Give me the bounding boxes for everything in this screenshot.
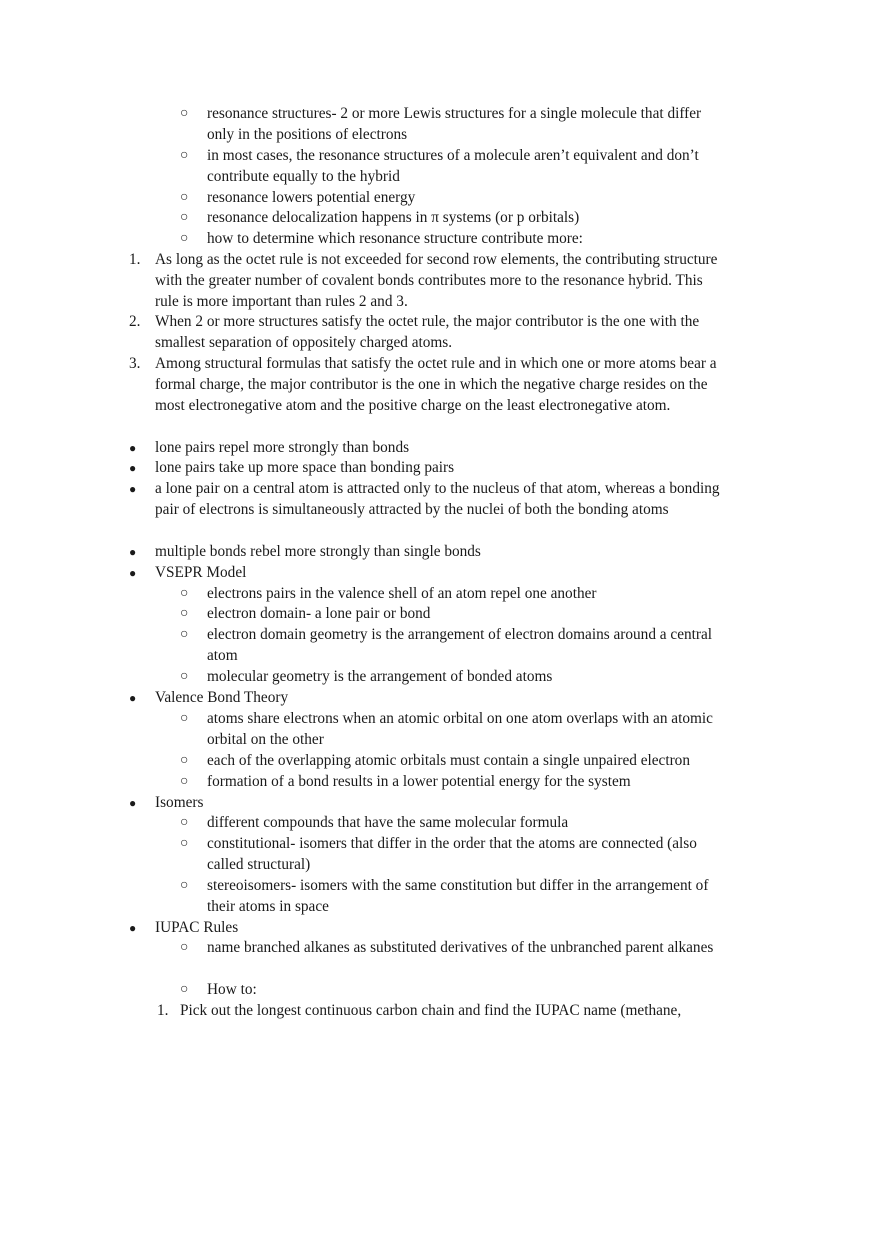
list-item-text: formation of a bond results in a lower potential energy for the system	[207, 773, 631, 790]
bullet-icon: ●	[129, 921, 137, 935]
list-item-text: Isomers	[155, 794, 204, 811]
bullet-icon: ●	[129, 441, 137, 455]
list-item-text: lone pairs take up more space than bonding pairs	[155, 459, 455, 476]
list-item-text: atoms share electrons when an atomic orbital on one atom overlaps with an atomic orbital on the other	[207, 710, 713, 748]
list-item-text: resonance lowers potential energy	[207, 189, 416, 206]
list-item-text: lone pairs repel more strongly than bonds	[155, 439, 410, 456]
list-item-text: How to:	[207, 981, 257, 998]
hollow-bullet-icon: ○	[180, 774, 189, 789]
hollow-bullet-icon: ○	[180, 836, 189, 851]
hollow-bullet-icon: ○	[180, 210, 189, 225]
hollow-bullet-icon: ○	[180, 711, 189, 726]
hollow-bullet-icon: ○	[180, 106, 189, 121]
list-item-text: As long as the octet rule is not exceeded for second row elements, the contributing structure with the greater number of covalent bonds contributes more to the resonance hybrid. This rule is more important than rules 2 and 3.	[155, 251, 718, 310]
list-item-text: stereoisomers- isomers with the same constitution but differ in the arrangement of their atoms in space	[207, 877, 709, 915]
list-item-text: a lone pair on a central atom is attracted only to the nucleus of that atom, whereas a bonding pair of electrons is simultaneously attracted by the nuclei of both the bonding atoms	[155, 480, 720, 518]
item-number: 2.	[129, 313, 141, 330]
bullet-icon: ●	[129, 566, 137, 580]
hollow-bullet-icon: ○	[180, 627, 189, 642]
bullet-icon: ●	[129, 691, 137, 705]
list-item-text: electron domain- a lone pair or bond	[207, 605, 431, 622]
list-item-text: electron domain geometry is the arrangement of electron domains around a central atom	[207, 626, 713, 664]
list-item-text: how to determine which resonance structure contribute more:	[207, 230, 583, 247]
item-number: 1.	[129, 251, 141, 268]
bullet-icon: ●	[129, 461, 137, 475]
list-item-text: Pick out the longest continuous carbon chain and find the IUPAC name (methane,	[180, 1002, 682, 1019]
list-item-text: each of the overlapping atomic orbitals must contain a single unpaired electron	[207, 752, 690, 769]
hollow-bullet-icon: ○	[180, 815, 189, 830]
list-item-text: When 2 or more structures satisfy the octet rule, the major contributor is the one with the smallest separation of oppositely charged atoms.	[155, 313, 700, 351]
list-item-text: Valence Bond Theory	[155, 689, 289, 706]
hollow-bullet-icon: ○	[180, 190, 189, 205]
item-number: 3.	[129, 355, 141, 372]
bullet-icon: ●	[129, 482, 137, 496]
list-item-text: resonance structures- 2 or more Lewis structures for a single molecule that differ only in the positions of electrons	[207, 105, 702, 143]
list-item-text: resonance delocalization happens in π systems (or p orbitals)	[207, 209, 580, 226]
hollow-bullet-icon: ○	[180, 753, 189, 768]
list-item-text: name branched alkanes as substituted derivatives of the unbranched parent alkanes	[207, 939, 714, 956]
list-item-text: in most cases, the resonance structures of a molecule aren’t equivalent and don’t contribute equally to the hybrid	[207, 147, 699, 185]
list-item-text: Among structural formulas that satisfy the octet rule and in which one or more atoms bear a formal charge, the major contributor is the one in which the negative charge resides on the most electronegative atom and the positive charge on the least electronegative atom.	[155, 355, 717, 414]
list-item-text: molecular geometry is the arrangement of bonded atoms	[207, 668, 553, 685]
hollow-bullet-icon: ○	[180, 878, 189, 893]
item-number: 1.	[157, 1002, 169, 1019]
hollow-bullet-icon: ○	[180, 231, 189, 246]
list-item-text: multiple bonds rebel more strongly than single bonds	[155, 543, 481, 560]
list-item-text: IUPAC Rules	[155, 919, 239, 936]
hollow-bullet-icon: ○	[180, 982, 189, 997]
hollow-bullet-icon: ○	[180, 940, 189, 955]
hollow-bullet-icon: ○	[180, 148, 189, 163]
bullet-icon: ●	[129, 545, 137, 559]
list-item-text: electrons pairs in the valence shell of an atom repel one another	[207, 585, 597, 602]
hollow-bullet-icon: ○	[180, 606, 189, 621]
list-item-text: VSEPR Model	[155, 564, 247, 581]
hollow-bullet-icon: ○	[180, 669, 189, 684]
list-item-text: different compounds that have the same molecular formula	[207, 814, 569, 831]
bullet-icon: ●	[129, 796, 137, 810]
hollow-bullet-icon: ○	[180, 586, 189, 601]
list-item-text: constitutional- isomers that differ in the order that the atoms are connected (also called structural)	[207, 835, 697, 873]
